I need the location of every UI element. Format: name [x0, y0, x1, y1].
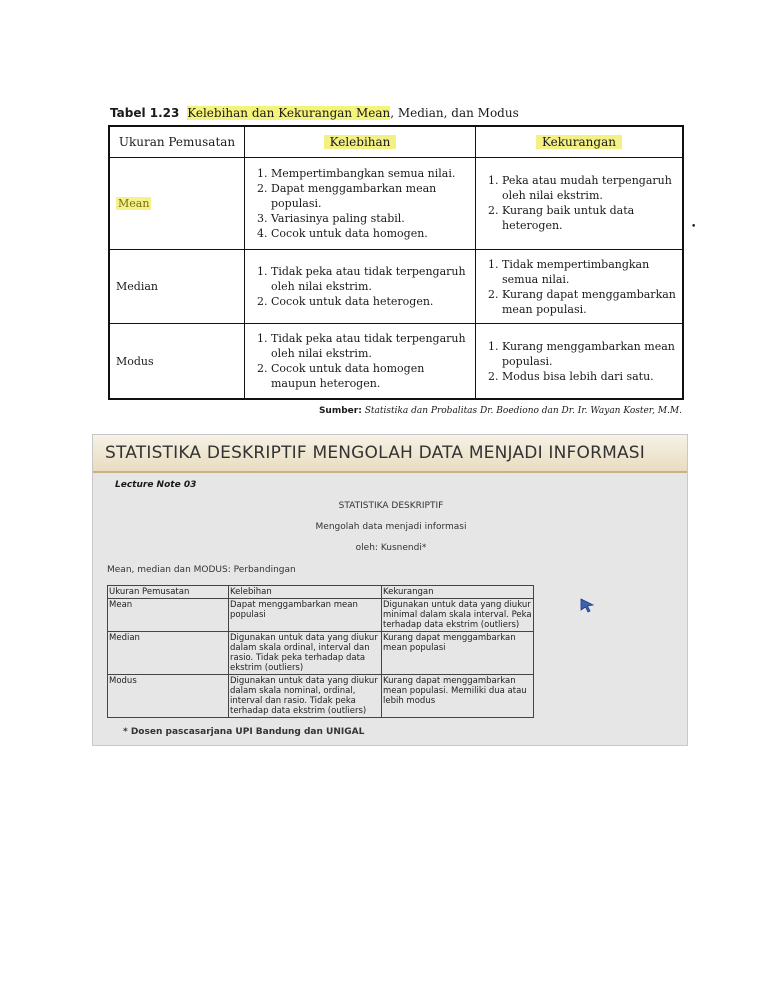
kelebihan-cell: Dapat menggambarkan mean populasi [229, 599, 382, 632]
header-kelebihan-label: Kelebihan [324, 135, 397, 149]
row-label: Mean [108, 599, 229, 632]
comparison-title: Mean, median dan MODUS: Perbandingan [107, 565, 296, 575]
header-kekurangan-label: Kekurangan [536, 135, 622, 149]
list-item: 1. Tidak mempertimbangkan semua nilai. [502, 257, 676, 287]
panel-header [93, 435, 687, 473]
row-label-mean: Mean [118, 196, 150, 210]
panel-title: STATISTIKA DESKRIPTIF MENGOLAH DATA MENJADI INFORMASI [105, 443, 645, 463]
header-kekurangan: Kekurangan [382, 586, 534, 599]
list-item: 3. Variasinya paling stabil. [271, 211, 469, 226]
kelebihan-cell [245, 324, 476, 399]
table-caption [110, 106, 519, 120]
list-item: 1. Tidak peka atau tidak terpengaruh oleh nilai ekstrim. [271, 264, 469, 294]
comparison-table-scan [108, 125, 684, 400]
list-item: 1. Kurang menggambarkan mean populasi. [502, 339, 676, 369]
kekurangan-cell: Kurang dapat menggambarkan mean populasi. Memiliki dua atau lebih modus [382, 675, 534, 718]
list-item: 1. Peka atau mudah terpengaruh oleh nilai ekstrim. [502, 173, 676, 203]
document-subheading: Mengolah data menjadi informasi [315, 522, 467, 532]
source-text: Statistika dan Probalitas Dr. Boediono dan Dr. Ir. Wayan Koster, M.M. [364, 406, 682, 416]
table-source [319, 406, 682, 416]
table-row [109, 249, 683, 324]
document-heading: STATISTIKA DESKRIPTIF [338, 501, 444, 511]
list-item: 4. Cocok untuk data homogen. [271, 226, 469, 241]
table-header-row [109, 126, 683, 158]
row-label-median: Median [109, 249, 245, 324]
header-ukuran: Ukuran Pemusatan [108, 586, 229, 599]
list-item: 2. Modus bisa lebih dari satu. [502, 369, 676, 384]
list-item: 1. Mempertimbangkan semua nilai. [271, 166, 469, 181]
row-label: Median [108, 632, 229, 675]
list-item: 2. Cocok untuk data homogen maupun heterogen. [271, 361, 469, 391]
scan-mark: • [691, 222, 697, 232]
row-label-cell [109, 158, 245, 250]
table-row [109, 158, 683, 250]
kekurangan-cell: Digunakan untuk data yang diukur minimal dalam skala interval. Peka terhadap data ekstrim (outliers) [383, 600, 532, 630]
header-kekurangan [476, 126, 684, 158]
footnote: * Dosen pascasarjana UPI Bandung dan UNIGAL [123, 727, 365, 737]
table-row [109, 324, 683, 399]
source-label: Sumber: [318, 406, 362, 416]
kelebihan-cell: Digunakan untuk data yang diukur dalam skala ordinal, interval dan rasio. Tidak peka terhadap data ekstrim (outliers) [229, 632, 382, 675]
list-item: 2. Kurang baik untuk data heterogen. [502, 203, 676, 233]
row-label-modus: Modus [109, 324, 245, 399]
table-caption-highlight: Kelebihan dan Kekurangan Mean [187, 106, 391, 120]
kekurangan-cell: Kurang dapat menggambarkan mean populasi [382, 632, 534, 675]
kekurangan-cell [476, 249, 684, 324]
comparison-table [107, 585, 534, 718]
header-kelebihan [245, 126, 476, 158]
lecture-note-panel [92, 434, 688, 746]
header-kelebihan: Kelebihan [229, 586, 382, 599]
header-ukuran: Ukuran Pemusatan [109, 126, 245, 158]
table-number: Tabel 1.23 [110, 106, 180, 120]
mouse-cursor-icon [579, 597, 595, 613]
kekurangan-cell [476, 324, 684, 399]
list-item: 2. Dapat menggambarkan mean populasi. [271, 181, 469, 211]
table-row [108, 632, 534, 675]
document-author: oleh: Kusnendi* [355, 543, 427, 553]
table-row [108, 675, 534, 718]
kekurangan-cell [476, 158, 684, 250]
list-item: 2. Cocok untuk data heterogen. [271, 294, 469, 309]
table-caption-rest: , Median, dan Modus [390, 106, 519, 120]
list-item: 1. Tidak peka atau tidak terpengaruh oleh nilai ekstrim. [271, 331, 469, 361]
kelebihan-cell [245, 249, 476, 324]
kelebihan-cell: Digunakan untuk data yang diukur dalam skala nominal, ordinal, interval dan rasio. Tidak peka terhadap data ekstrim (outliers) [229, 675, 382, 718]
list-item: 2. Kurang dapat menggambarkan mean populasi. [502, 287, 676, 317]
table-row [108, 599, 534, 632]
kelebihan-cell [245, 158, 476, 250]
lecture-note-label: Lecture Note 03 [115, 480, 197, 490]
table-header-row [108, 586, 534, 599]
row-label: Modus [108, 675, 229, 718]
